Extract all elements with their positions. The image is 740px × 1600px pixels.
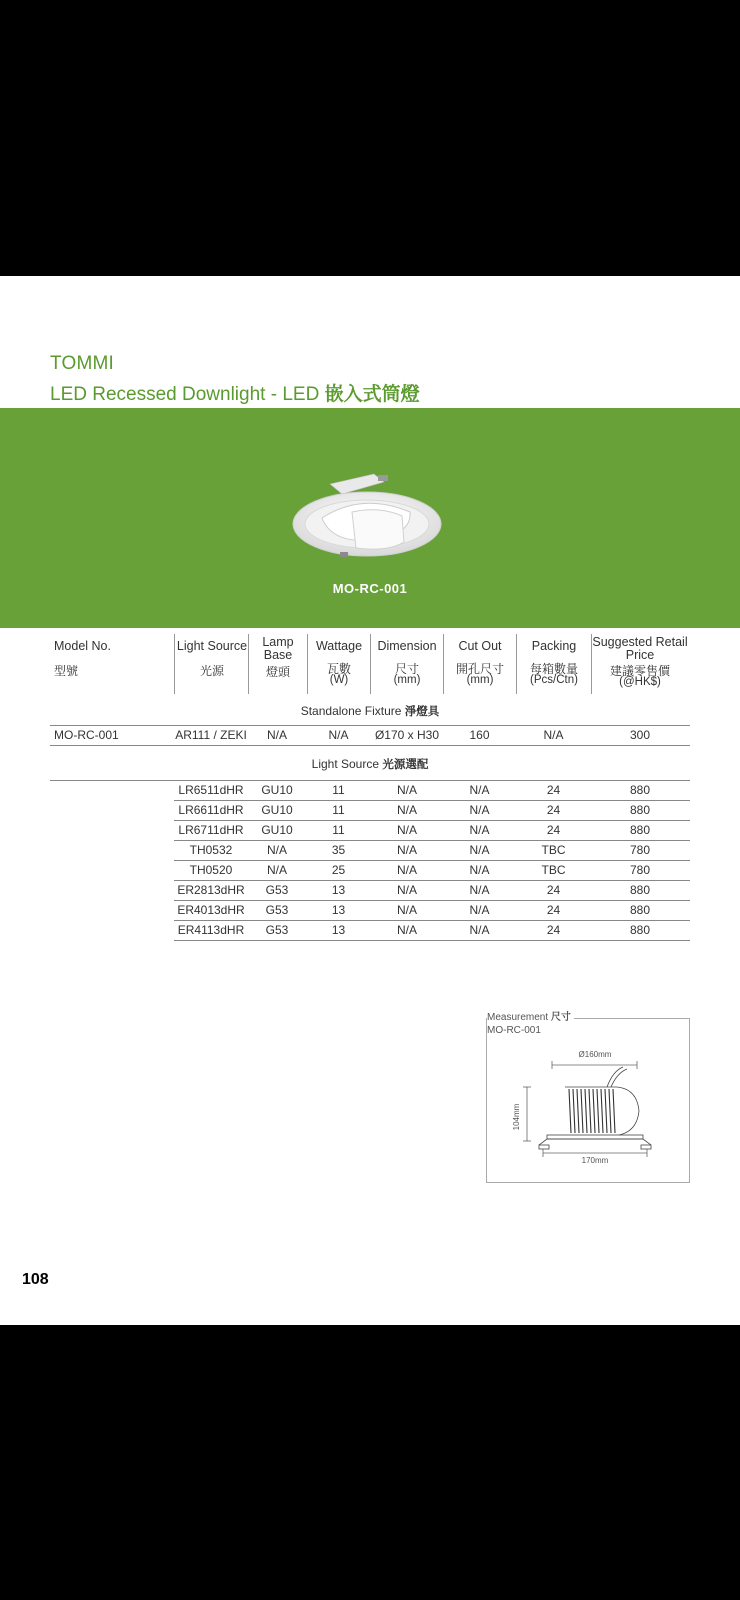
cell-lamp-base: N/A <box>266 863 287 877</box>
page-number: 108 <box>22 1271 49 1288</box>
cell-cut-out: N/A <box>469 883 490 897</box>
cell-retail-price: 880 <box>629 803 651 817</box>
cell-packing: 24 <box>546 903 561 917</box>
table-rule <box>50 725 690 726</box>
table-rule <box>174 940 690 941</box>
measurement-box <box>486 1012 690 1183</box>
cell-retail-price: 880 <box>629 903 651 917</box>
section-standalone-fixture: Standalone Fixture 淨燈具 <box>300 704 440 718</box>
cell-wattage: 25 <box>331 863 346 877</box>
table-rule <box>174 900 690 901</box>
col-header-wattage: Wattage 瓦數 (W) <box>315 639 363 686</box>
table-rule <box>50 745 690 746</box>
cell-packing: TBC <box>541 863 566 877</box>
cell-light-source: TH0520 <box>189 863 233 877</box>
cell-packing: 24 <box>546 883 561 897</box>
cell-lamp-base: G53 <box>265 883 289 897</box>
measurement-model: MO-RC-001 <box>487 1025 541 1036</box>
cell-wattage: 13 <box>331 883 346 897</box>
product-banner <box>0 408 740 628</box>
cell-lamp-base: GU10 <box>261 803 293 817</box>
cell-wattage: 11 <box>332 803 345 817</box>
cell-light-source: ER4013dHR <box>177 903 245 917</box>
cell-dimension: N/A <box>396 883 417 897</box>
table-rule <box>174 880 690 881</box>
measurement-label: Measurement 尺寸 <box>487 1012 574 1024</box>
cell-dimension: N/A <box>396 843 417 857</box>
cell-cut-out: N/A <box>469 923 490 937</box>
product-title-zh: 嵌入式筒燈 <box>324 383 420 405</box>
cell-dimension: N/A <box>396 803 417 817</box>
dim-top-label: Ø160mm <box>578 1050 612 1059</box>
cell-wattage: 11 <box>332 783 345 797</box>
cell-light-source: LR6711dHR <box>178 823 244 837</box>
cell-packing: TBC <box>541 843 566 857</box>
cell-light-source: LR6511dHR <box>178 783 244 797</box>
col-header-light-source: Light Source 光源 <box>176 639 248 678</box>
col-header-packing: Packing 每箱數量 (Pcs/Ctn) <box>529 639 578 686</box>
cell-cut-out: N/A <box>469 863 490 877</box>
cell-light-source: ER4113dHR <box>177 923 245 937</box>
cell-lamp-base: N/A <box>266 843 287 857</box>
cell-retail-price: 880 <box>629 823 651 837</box>
downlight-gimbal-icon <box>292 472 452 572</box>
section-light-source: Light Source 光源選配 <box>311 757 429 771</box>
cell-cut-out: N/A <box>469 903 490 917</box>
cell-retail-price: 780 <box>629 863 651 877</box>
table-rule <box>174 840 690 841</box>
cell-cut-out: N/A <box>469 823 490 837</box>
cell-wattage: 35 <box>331 843 346 857</box>
brand-name: TOMMI <box>50 353 114 374</box>
cell-packing: 24 <box>546 923 561 937</box>
cell-lamp-base: G53 <box>265 903 289 917</box>
col-header-model: Model No. 型號 <box>54 639 111 678</box>
catalog-page: TOMMI LED Recessed Downlight - LED 嵌入式筒燈 MO-RC-001 Model No. 型號 Light Source 光源 Lamp Base 燈頭 Wattage 瓦數 (W) Dimension 尺寸 (mm) Cut Out 開孔尺寸 (mm) Packing 每箱數量 (Pcs/Ctn) Suggested Retail Price 建議零售價 (@HK$) Standalone Fixture 淨燈具 MO-RC-001 AR111 / ZEKI N/A N/A Ø170 x H30 160 N/A 300 Light Source 光源選配 LR6511dHR GU10 11 N/A N/A 24 880 LR6611dHR GU10 11 N/A N/A 24 880 LR6711dHR GU10 11 N/A N/A 24 880 TH0532 N/A 35 N/A N/A TBC 780 TH0520 N/A 25 N/A N/A TBC 780 ER2813dHR G53 13 N/A N/A 24 880 ER4013dHR G53 13 N/A N/A 24 880 ER4113dHR G53 13 N/A N/A 24 880 Measurement 尺寸 MO-RC-001 Ø160mm 104mm 170mm 108 <box>0 276 740 1325</box>
cell-retail-price: 880 <box>629 923 651 937</box>
table-rule <box>174 820 690 821</box>
cell-retail-price: 880 <box>629 783 651 797</box>
col-header-dimension: Dimension 尺寸 (mm) <box>377 639 437 686</box>
cell-lamp-base: GU10 <box>261 783 293 797</box>
cell-light-source: ER2813dHR <box>177 883 245 897</box>
table-rule <box>174 920 690 921</box>
cell-packing: 24 <box>546 823 561 837</box>
product-title <box>50 379 420 406</box>
cell-cut-out: N/A <box>469 783 490 797</box>
cell-light-source: LR6611dHR <box>178 803 244 817</box>
cell-packing: 24 <box>546 783 561 797</box>
cell-retail-price: 780 <box>629 843 651 857</box>
col-divider <box>174 634 175 694</box>
cell-cut-out: N/A <box>469 803 490 817</box>
cell-lamp-base: G53 <box>265 923 289 937</box>
cell-wattage: 13 <box>331 923 346 937</box>
cell-dimension: N/A <box>396 783 417 797</box>
cell-dimension: N/A <box>396 923 417 937</box>
product-model-caption: MO-RC-001 <box>332 581 408 596</box>
table-rule <box>174 860 690 861</box>
cell-packing: 24 <box>546 803 561 817</box>
cell-cut-out: N/A <box>469 843 490 857</box>
cell-lamp-base: GU10 <box>261 823 293 837</box>
cell-light-source: TH0532 <box>189 843 233 857</box>
col-header-cut-out: Cut Out 開孔尺寸 (mm) <box>455 639 504 686</box>
cell-retail-price: 880 <box>629 883 651 897</box>
product-title-en: LED Recessed Downlight - LED <box>50 384 325 405</box>
col-header-retail-price: Suggested Retail Price 建議零售價 (@HK$) <box>592 635 688 688</box>
dim-height-label: 104mm <box>512 1103 521 1131</box>
dimension-drawing <box>487 1019 691 1184</box>
col-header-lamp-base: Lamp Base 燈頭 <box>262 635 294 679</box>
cell-wattage: 11 <box>332 823 345 837</box>
table-rule <box>174 800 690 801</box>
table-rule <box>50 780 690 781</box>
dim-bottom-label: 170mm <box>581 1156 609 1165</box>
cell-dimension: N/A <box>396 863 417 877</box>
cell-wattage: 13 <box>331 903 346 917</box>
cell-dimension: N/A <box>396 823 417 837</box>
cell-dimension: N/A <box>396 903 417 917</box>
